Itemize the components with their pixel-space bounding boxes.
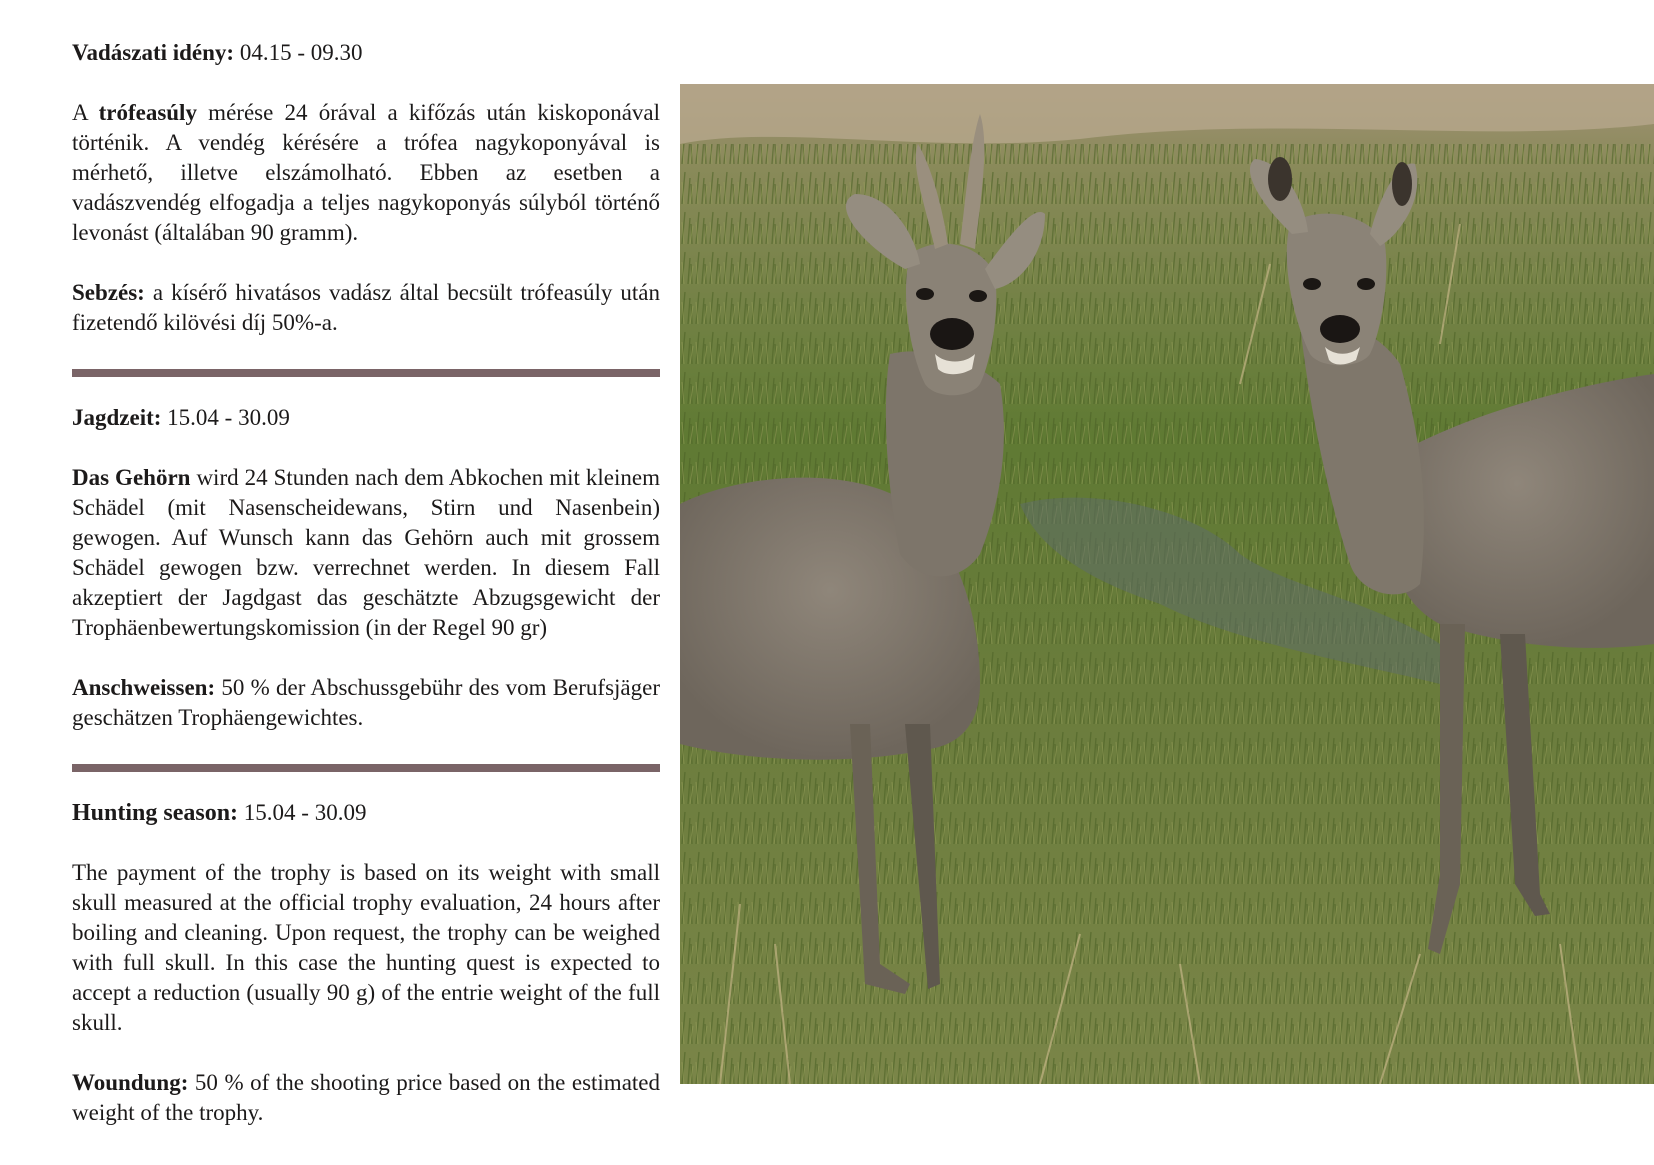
de-season-line — [72, 403, 660, 433]
hu-wound-paragraph — [72, 278, 660, 338]
en-wound-label: Woundung: — [72, 1070, 189, 1095]
de-season-value: 15.04 - 30.09 — [161, 405, 290, 430]
de-season-label: Jagdzeit: — [72, 405, 162, 430]
de-trophy-term: Das Gehörn — [72, 465, 191, 490]
text-column — [72, 38, 660, 1128]
en-wound-paragraph — [72, 1068, 660, 1128]
section-divider-1 — [72, 369, 660, 377]
de-wound-label: Anschweissen: — [72, 675, 216, 700]
hu-season-line — [72, 38, 660, 68]
en-season-value: 15.04 - 30.09 — [238, 800, 367, 825]
hu-trophy-text: mérése 24 órával a kifőzás után kiskoponával történik. A vendég kérésére a trófea nagykoponyával is mérhető, illetve elszámolható. Ebben az esetben a vadászvendég elfogadja a teljes nagykoponyás súlyból történő levonást (általában 90 gramm). — [72, 100, 661, 245]
hu-wound-text: a kísérő hivatásos vadász által becsült trófeasúly után fizetendő kilövési díj 50%-a. — [72, 280, 660, 335]
de-trophy-text: wird 24 Stunden nach dem Abkochen mit kleinem Schädel (mit Nasenscheidewans, Stirn und Nasenbein) gewogen. Auf Wunsch kann das Gehörn auch mit grossem Schädel gewogen bzw. verrechnet werden. In diesem Fall akzeptiert der Jagdgast das geschätzte Abzugsgewicht der Trophäenbewertungskomission (in der Regel 90 gr) — [72, 465, 660, 640]
roe-deer-illustration — [680, 84, 1654, 1084]
hu-trophy-term: trófeasúly — [98, 100, 197, 125]
section-divider-2 — [72, 764, 660, 772]
de-wound-paragraph — [72, 673, 660, 733]
roe-deer-photo — [680, 84, 1654, 1084]
de-trophy-paragraph — [72, 463, 660, 643]
hu-trophy-intro: A — [72, 100, 99, 125]
hu-season-label: Vadászati idény: — [72, 40, 235, 65]
en-season-line — [72, 798, 660, 828]
de-wound-text: 50 % der Abschussgebühr des vom Berufsjäger geschätzen Trophäengewichtes. — [72, 675, 660, 730]
hu-season-value: 04.15 - 09.30 — [234, 40, 363, 65]
en-trophy-paragraph: The payment of the trophy is based on its weight with small skull measured at the official trophy evaluation, 24 hours after boiling and cleaning. Upon request, the trophy can be weighed with full skull. In this case the hunting quest is expected to accept a reduction (usually 90 g) of the entrie weight of the full skull. — [72, 860, 660, 1035]
en-wound-text: 50 % of the shooting price based on the estimated weight of the trophy. — [72, 1070, 660, 1125]
hu-trophy-paragraph — [72, 98, 660, 248]
en-season-label: Hunting season: — [72, 800, 239, 826]
hu-wound-label: Sebzés: — [72, 280, 145, 305]
